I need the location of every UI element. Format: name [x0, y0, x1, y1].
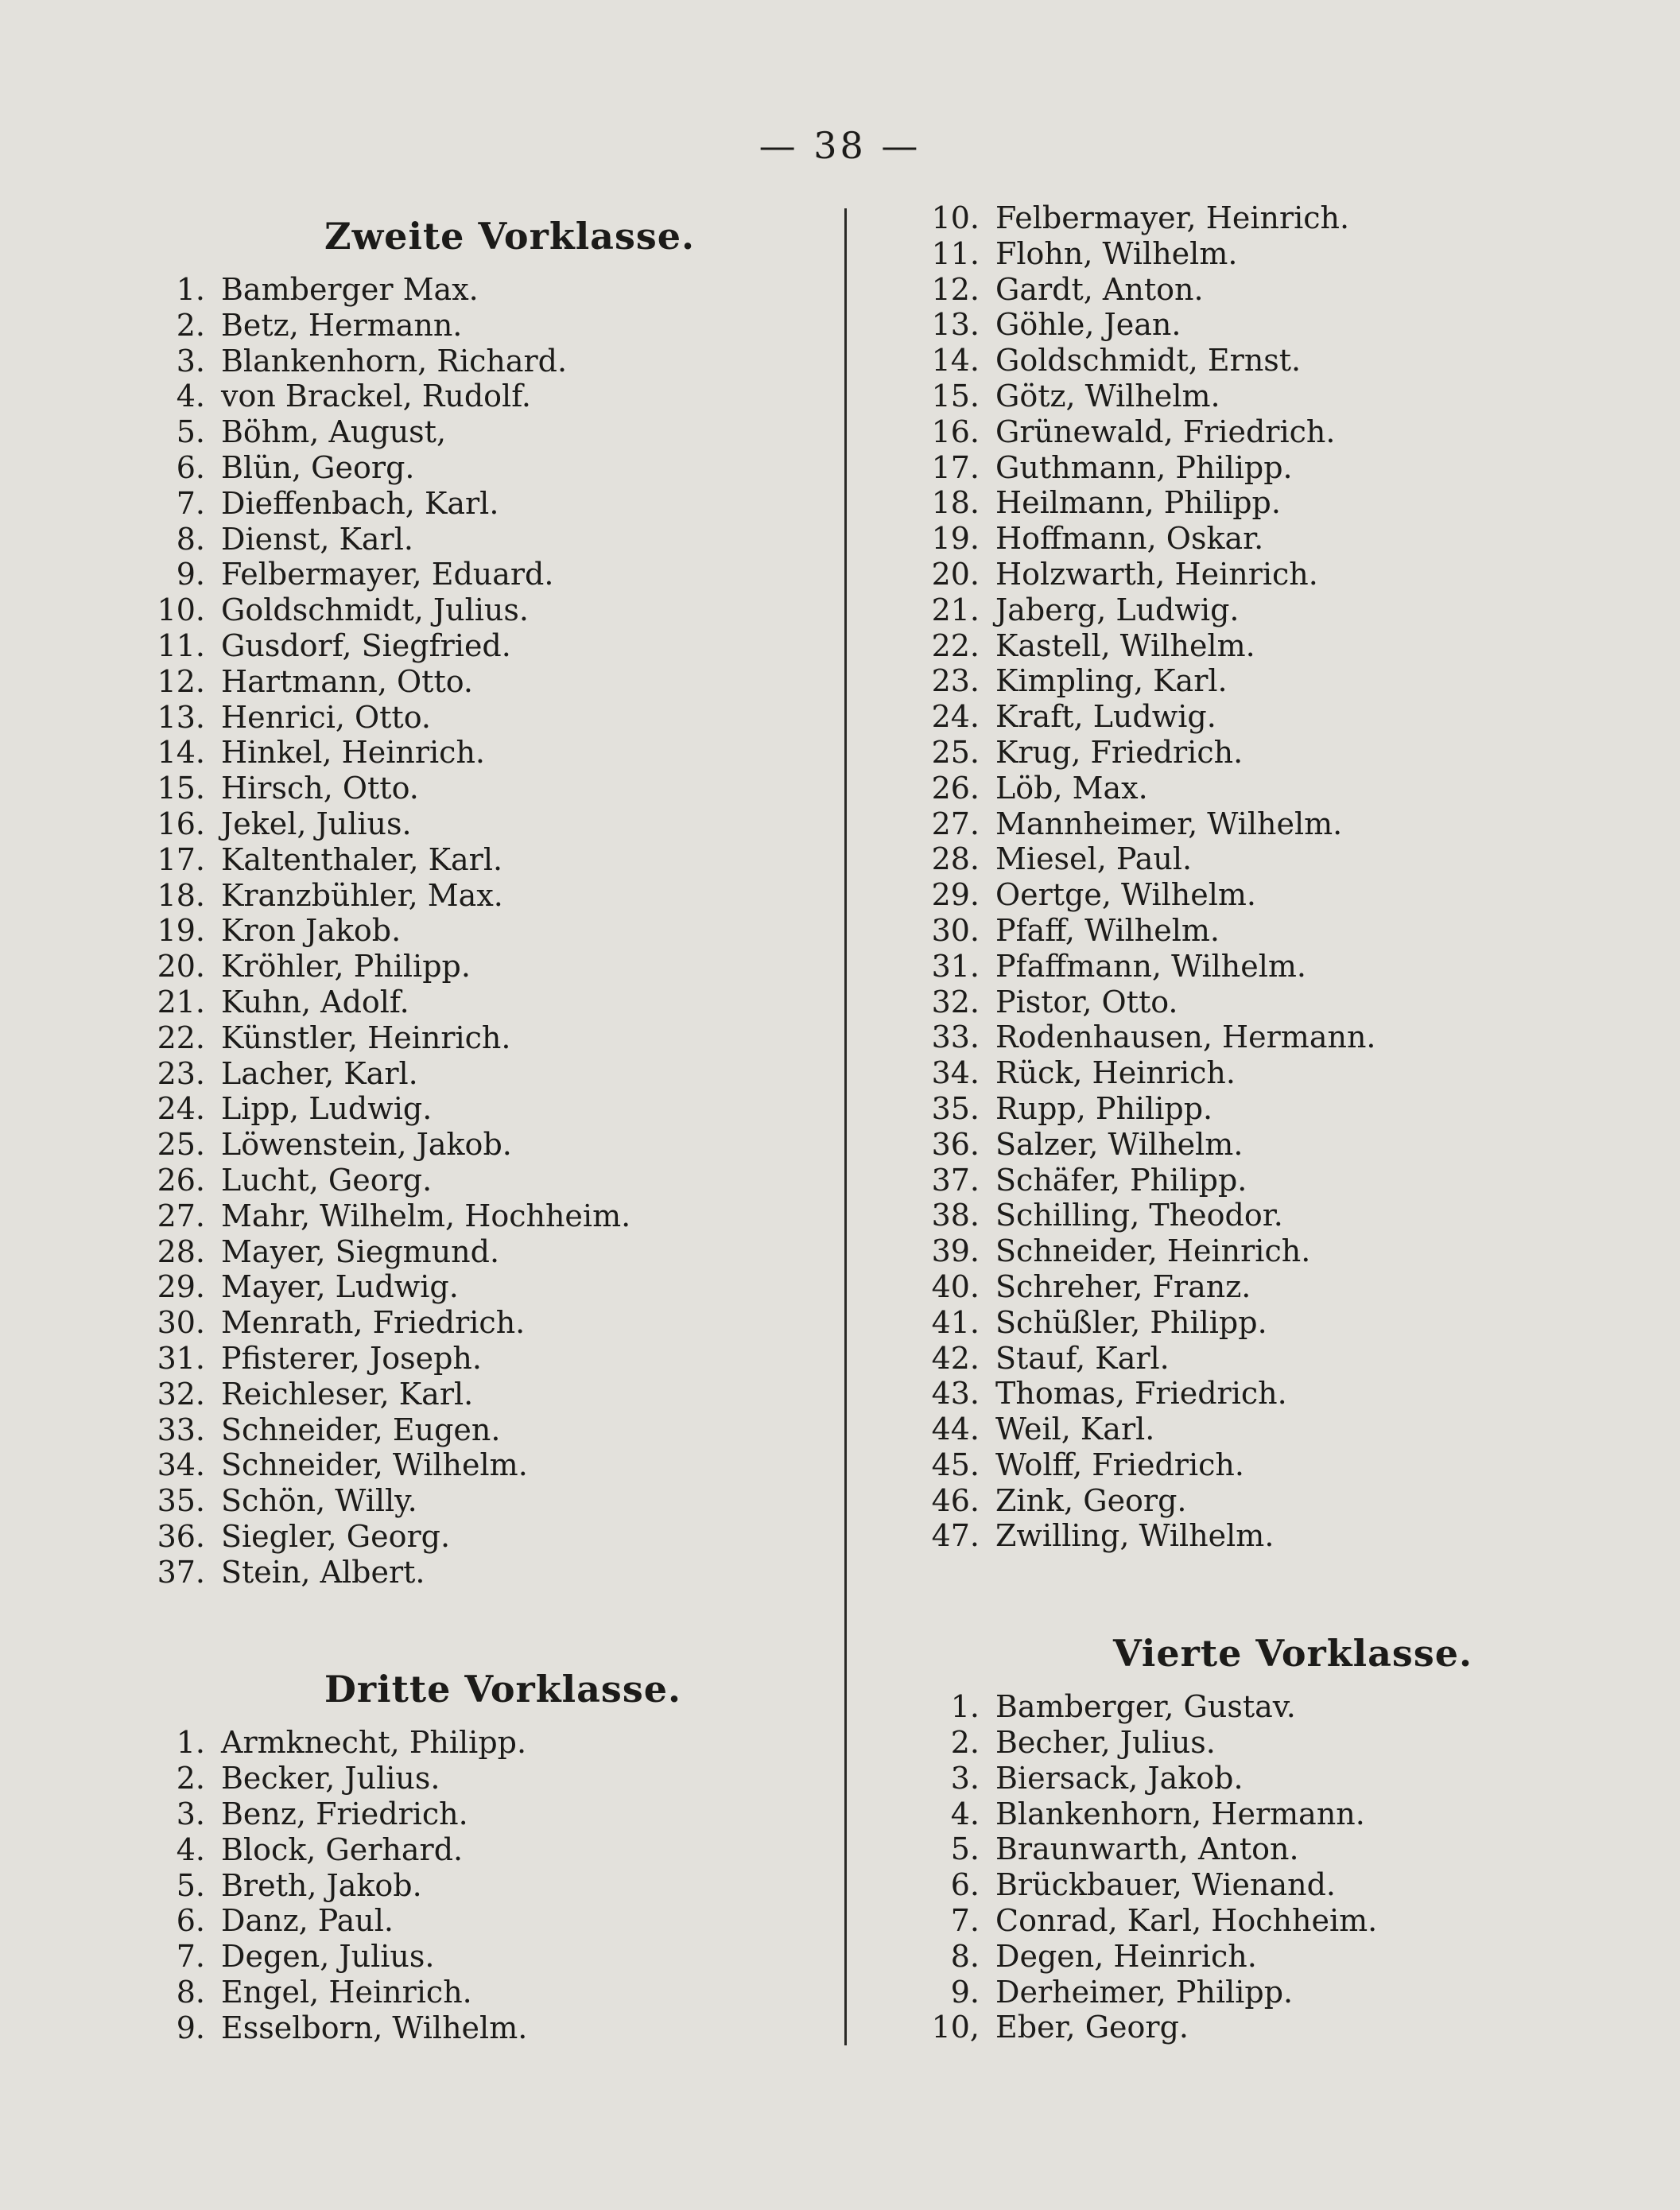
student-name: Breth, Jakob.	[221, 1867, 422, 1903]
entry-number: 10.	[157, 592, 205, 628]
list-item	[140, 308, 856, 344]
student-name: Block, Gerhard.	[221, 1831, 464, 1867]
entry-number: 18.	[931, 485, 980, 521]
list-item	[140, 700, 856, 736]
student-name: Siegler, Georg.	[221, 1518, 451, 1554]
student-name: Böhm, August,	[221, 414, 447, 450]
list-item	[914, 1233, 1630, 1269]
entry-number: 34.	[931, 1055, 980, 1091]
list-item	[914, 841, 1630, 877]
student-name: Holzwarth, Heinrich.	[995, 556, 1318, 592]
list-item	[140, 1796, 856, 1832]
list-item	[140, 1447, 856, 1483]
student-name: Schön, Willy.	[221, 1483, 417, 1519]
student-name: Zink, Georg.	[995, 1482, 1187, 1518]
student-name: Göhle, Jean.	[995, 307, 1181, 343]
entry-number: 22.	[157, 1020, 205, 1055]
entry-number: 17.	[157, 841, 205, 877]
student-name: Jekel, Julius.	[221, 806, 412, 841]
entry-number: 35.	[157, 1483, 205, 1519]
student-name: Kuhn, Adolf.	[221, 984, 409, 1020]
entry-number: 23.	[157, 1055, 205, 1091]
list-item	[140, 1519, 856, 1555]
list-item	[914, 1020, 1630, 1055]
student-name: Henrici, Otto.	[221, 699, 431, 735]
entry-number: 5.	[176, 1867, 205, 1903]
entry-number: 25.	[157, 1127, 205, 1163]
student-name: Götz, Wilhelm.	[995, 378, 1220, 414]
list-item	[914, 1055, 1630, 1091]
list-item	[140, 557, 856, 592]
student-name: Flohn, Wilhelm.	[995, 235, 1238, 271]
list-item	[914, 557, 1630, 592]
student-name: Kröhler, Philipp.	[221, 949, 471, 985]
student-name: Felbermayer, Heinrich.	[995, 200, 1350, 235]
list-item	[140, 1341, 856, 1377]
entry-number: 5.	[176, 414, 205, 450]
student-name: Hartmann, Otto.	[221, 663, 474, 699]
student-name: Degen, Heinrich.	[995, 1938, 1257, 1974]
student-name: Schneider, Eugen.	[221, 1412, 501, 1447]
entry-number: 4.	[176, 1831, 205, 1867]
student-name: Hinkel, Heinrich.	[221, 735, 485, 771]
list-item	[140, 379, 856, 414]
list-item	[914, 1725, 1630, 1761]
list-item	[140, 414, 856, 450]
list-item	[914, 1689, 1630, 1725]
entry-number: 12.	[931, 271, 980, 307]
list-item	[914, 1305, 1630, 1341]
list-item	[140, 628, 856, 664]
entry-number: 16.	[157, 806, 205, 841]
student-name: Benz, Friedrich.	[221, 1796, 468, 1832]
entry-number: 32.	[157, 1376, 205, 1412]
list-item	[914, 735, 1630, 771]
entry-number: 42.	[931, 1340, 980, 1376]
entry-number: 46.	[931, 1482, 980, 1518]
entry-number: 19.	[157, 913, 205, 949]
entry-number: 44.	[931, 1412, 980, 1447]
list-item	[140, 1725, 856, 1761]
entry-number: 20.	[931, 556, 980, 592]
entry-number: 14.	[157, 735, 205, 771]
entry-number: 31.	[157, 1340, 205, 1376]
entry-number: 14.	[931, 343, 980, 379]
student-name: Braunwarth, Anton.	[995, 1831, 1299, 1867]
student-name: Goldschmidt, Julius.	[221, 592, 529, 628]
entry-number: 2.	[176, 1761, 205, 1796]
section-gap	[914, 1554, 1630, 1618]
entry-number: 36.	[931, 1126, 980, 1162]
student-name: Pfaff, Wilhelm.	[995, 912, 1220, 948]
entry-number: 26.	[931, 770, 980, 806]
student-name: Zwilling, Wilhelm.	[995, 1518, 1275, 1554]
student-name: Degen, Julius.	[221, 1939, 435, 1975]
student-name: Kastell, Wilhelm.	[995, 627, 1255, 663]
student-name: Dienst, Karl.	[221, 521, 413, 557]
list-item	[140, 1975, 856, 2010]
list-item	[914, 1867, 1630, 1903]
entry-number: 28.	[931, 841, 980, 877]
entry-number: 27.	[157, 1198, 205, 1233]
student-name: von Brackel, Rudolf.	[221, 379, 531, 414]
entry-number: 21.	[931, 592, 980, 627]
student-name: Schneider, Heinrich.	[995, 1233, 1311, 1269]
student-name: Guthmann, Philipp.	[995, 449, 1293, 485]
student-name: Esselborn, Wilhelm.	[221, 2010, 528, 2045]
student-name: Schreher, Franz.	[995, 1268, 1251, 1304]
entry-number: 11.	[931, 235, 980, 271]
entry-number: 13.	[157, 699, 205, 735]
list-item	[914, 200, 1630, 236]
student-name: Rupp, Philipp.	[995, 1090, 1213, 1126]
entry-number: 26.	[157, 1162, 205, 1198]
entry-number: 17.	[931, 449, 980, 485]
list-item	[140, 1305, 856, 1341]
list-item	[914, 663, 1630, 699]
list-item	[914, 272, 1630, 308]
list-item	[140, 1127, 856, 1163]
list-item	[914, 806, 1630, 842]
list-item	[914, 1939, 1630, 1975]
entry-number: 10,	[931, 2010, 980, 2045]
list-item	[914, 343, 1630, 379]
list-item	[140, 1483, 856, 1519]
list-item	[140, 1269, 856, 1305]
entry-number: 37.	[157, 1554, 205, 1590]
student-name: Schäfer, Philipp.	[995, 1162, 1247, 1198]
entry-number: 37.	[931, 1162, 980, 1198]
student-name: Löwenstein, Jakob.	[221, 1127, 512, 1163]
list-item	[914, 307, 1630, 343]
entry-number: 1.	[176, 272, 205, 307]
list-item	[140, 1091, 856, 1127]
list-item	[914, 949, 1630, 985]
entry-number: 2.	[176, 307, 205, 343]
list-item	[140, 1761, 856, 1796]
entry-number: 4.	[176, 379, 205, 414]
list-item	[140, 1412, 856, 1448]
entry-number: 8.	[176, 1975, 205, 2010]
list-item	[140, 1020, 856, 1056]
student-name: Mahr, Wilhelm, Hochheim.	[221, 1198, 631, 1233]
list-item	[914, 521, 1630, 557]
list-item	[914, 414, 1630, 450]
entry-number: 9.	[176, 2010, 205, 2045]
entry-number: 43.	[931, 1376, 980, 1412]
list-item	[140, 842, 856, 878]
entry-number: 22.	[931, 627, 980, 663]
student-name: Blün, Georg.	[221, 449, 415, 485]
entry-number: 21.	[157, 984, 205, 1020]
list-item	[914, 913, 1630, 949]
list-item	[914, 1796, 1630, 1832]
list-item	[914, 1831, 1630, 1867]
entry-number: 24.	[157, 1091, 205, 1127]
entry-number: 45.	[931, 1447, 980, 1482]
list-item	[140, 1198, 856, 1234]
entry-number: 30.	[931, 912, 980, 948]
entry-number: 30.	[157, 1305, 205, 1341]
list-item	[914, 450, 1630, 486]
entry-number: 4.	[950, 1796, 980, 1831]
entry-number: 1.	[176, 1725, 205, 1761]
list-item	[914, 485, 1630, 521]
student-name: Betz, Hermann.	[221, 307, 463, 343]
list-item	[914, 1163, 1630, 1198]
student-name: Gusdorf, Siegfried.	[221, 627, 511, 663]
student-list-vierte-vorklasse	[914, 1689, 1630, 2045]
entry-number: 7.	[176, 1939, 205, 1975]
list-item	[914, 1341, 1630, 1377]
list-item	[914, 1127, 1630, 1163]
student-name: Weil, Karl.	[995, 1412, 1155, 1447]
student-name: Gardt, Anton.	[995, 271, 1204, 307]
student-list-dritte-vorklasse	[140, 1725, 856, 2045]
list-item	[140, 2010, 856, 2046]
entry-number: 34.	[157, 1447, 205, 1483]
student-name: Mayer, Siegmund.	[221, 1233, 500, 1269]
list-item	[140, 664, 856, 700]
student-name: Schüßler, Philipp.	[995, 1304, 1267, 1340]
entry-number: 28.	[157, 1233, 205, 1269]
student-list-zweite-vorklasse-continued	[914, 200, 1630, 1554]
student-name: Becker, Julius.	[221, 1761, 440, 1796]
left-column	[140, 200, 856, 2046]
student-name: Pfisterer, Joseph.	[221, 1340, 482, 1376]
student-name: Krug, Friedrich.	[995, 734, 1244, 770]
entry-number: 20.	[157, 949, 205, 985]
list-item	[140, 771, 856, 806]
student-name: Schilling, Theodor.	[995, 1198, 1283, 1233]
list-item	[914, 771, 1630, 806]
entry-number: 29.	[157, 1269, 205, 1305]
list-item	[140, 272, 856, 308]
entry-number: 13.	[931, 307, 980, 343]
entry-number: 8.	[176, 521, 205, 557]
entry-number: 10.	[931, 200, 980, 235]
list-item	[140, 1555, 856, 1591]
student-name: Goldschmidt, Ernst.	[995, 343, 1302, 379]
entry-number: 6.	[176, 1903, 205, 1939]
entry-number: 40.	[931, 1268, 980, 1304]
student-name: Felbermayer, Eduard.	[221, 557, 554, 592]
student-name: Löb, Max.	[995, 770, 1148, 806]
entry-number: 3.	[950, 1760, 980, 1796]
entry-number: 36.	[157, 1518, 205, 1554]
student-name: Salzer, Wilhelm.	[995, 1126, 1244, 1162]
student-name: Oertge, Wilhelm.	[995, 877, 1256, 913]
entry-number: 39.	[931, 1233, 980, 1269]
list-item	[914, 1412, 1630, 1447]
entry-number: 27.	[931, 806, 980, 841]
list-item	[140, 486, 856, 522]
entry-number: 18.	[157, 877, 205, 913]
list-item	[140, 522, 856, 557]
entry-number: 41.	[931, 1304, 980, 1340]
student-list-zweite-vorklasse	[140, 272, 856, 1590]
student-name: Blankenhorn, Richard.	[221, 343, 568, 379]
entry-number: 19.	[931, 521, 980, 557]
entry-number: 33.	[157, 1412, 205, 1447]
list-item	[140, 985, 856, 1020]
student-name: Miesel, Paul.	[995, 841, 1193, 877]
list-item	[914, 1198, 1630, 1233]
list-item	[914, 2010, 1630, 2045]
list-item	[914, 379, 1630, 414]
student-name: Kranzbühler, Max.	[221, 877, 503, 913]
student-name: Jaberg, Ludwig.	[995, 592, 1240, 627]
list-item	[140, 878, 856, 914]
student-name: Hirsch, Otto.	[221, 771, 419, 806]
student-name: Heilmann, Philipp.	[995, 485, 1281, 521]
list-item	[140, 1377, 856, 1412]
entry-number: 3.	[176, 1796, 205, 1832]
student-name: Pfaffmann, Wilhelm.	[995, 948, 1307, 984]
entry-number: 9.	[176, 557, 205, 592]
list-item	[914, 592, 1630, 628]
student-name: Mannheimer, Wilhelm.	[995, 806, 1343, 841]
list-item	[914, 628, 1630, 664]
entry-number: 2.	[950, 1725, 980, 1761]
list-item	[140, 949, 856, 985]
list-item	[140, 1234, 856, 1270]
student-name: Rodenhausen, Hermann.	[995, 1020, 1376, 1055]
section-title-zweite-vorklasse: Zweite Vorklasse.	[324, 215, 696, 258]
list-item	[140, 1939, 856, 1975]
entry-number: 11.	[157, 627, 205, 663]
student-name: Bamberger Max.	[221, 272, 479, 307]
student-name: Brückbauer, Wienand.	[995, 1867, 1337, 1903]
entry-number: 8.	[950, 1938, 980, 1974]
entry-number: 25.	[931, 734, 980, 770]
entry-number: 24.	[931, 699, 980, 735]
list-item	[914, 1483, 1630, 1519]
entry-number: 16.	[931, 414, 980, 449]
list-item	[140, 1832, 856, 1868]
student-name: Hoffmann, Oskar.	[995, 521, 1264, 557]
list-item	[140, 1163, 856, 1198]
student-name: Grünewald, Friedrich.	[995, 414, 1336, 449]
list-item	[140, 592, 856, 628]
student-name: Bamberger, Gustav.	[995, 1689, 1296, 1725]
entry-number: 1.	[950, 1689, 980, 1725]
list-item	[140, 344, 856, 379]
student-name: Stein, Albert.	[221, 1554, 425, 1590]
entry-number: 31.	[931, 948, 980, 984]
student-name: Menrath, Friedrich.	[221, 1305, 526, 1341]
entry-number: 15.	[157, 771, 205, 806]
student-name: Stauf, Karl.	[995, 1340, 1170, 1376]
entry-number: 23.	[931, 663, 980, 699]
student-name: Lipp, Ludwig.	[221, 1091, 433, 1127]
entry-number: 7.	[950, 1903, 980, 1939]
student-name: Künstler, Heinrich.	[221, 1020, 511, 1055]
student-name: Derheimer, Philipp.	[995, 1974, 1294, 2010]
student-name: Eber, Georg.	[995, 2010, 1189, 2045]
section-title-dritte-vorklasse: Dritte Vorklasse.	[324, 1668, 681, 1711]
right-column	[914, 200, 1630, 2045]
list-item	[914, 1376, 1630, 1412]
student-name: Pistor, Otto.	[995, 984, 1178, 1020]
student-name: Thomas, Friedrich.	[995, 1376, 1287, 1412]
list-item	[914, 699, 1630, 735]
entry-number: 6.	[176, 449, 205, 485]
entry-number: 35.	[931, 1090, 980, 1126]
student-name: Biersack, Jakob.	[995, 1760, 1244, 1796]
entry-number: 9.	[950, 1974, 980, 2010]
student-name: Wolff, Friedrich.	[995, 1447, 1244, 1482]
list-item	[914, 985, 1630, 1020]
student-name: Schneider, Wilhelm.	[221, 1447, 528, 1483]
list-item	[140, 806, 856, 842]
list-item	[914, 1447, 1630, 1483]
list-item	[914, 877, 1630, 913]
student-name: Dieffenbach, Karl.	[221, 485, 499, 521]
entry-number: 15.	[931, 378, 980, 414]
list-item	[914, 236, 1630, 272]
student-name: Kron Jakob.	[221, 913, 402, 949]
entry-number: 3.	[176, 343, 205, 379]
entry-number: 29.	[931, 877, 980, 913]
student-name: Armknecht, Philipp.	[221, 1725, 527, 1761]
page-number: — 38 —	[759, 124, 921, 167]
student-name: Mayer, Ludwig.	[221, 1269, 459, 1305]
entry-number: 5.	[950, 1831, 980, 1867]
list-item	[140, 1903, 856, 1939]
list-item	[914, 1269, 1630, 1305]
entry-number: 7.	[176, 485, 205, 521]
student-name: Blankenhorn, Hermann.	[995, 1796, 1365, 1831]
student-name: Conrad, Karl, Hochheim.	[995, 1903, 1378, 1939]
entry-number: 47.	[931, 1518, 980, 1554]
student-name: Kimpling, Karl.	[995, 663, 1228, 699]
list-item	[914, 1903, 1630, 1939]
list-item	[140, 1868, 856, 1904]
section-title-vierte-vorklasse: Vierte Vorklasse.	[1113, 1632, 1473, 1676]
entry-number: 33.	[931, 1020, 980, 1055]
entry-number: 12.	[157, 663, 205, 699]
entry-number: 38.	[931, 1198, 980, 1233]
list-item	[140, 1056, 856, 1092]
list-item	[140, 913, 856, 949]
section-gap	[140, 1590, 856, 1653]
student-name: Lacher, Karl.	[221, 1055, 418, 1091]
student-name: Becher, Julius.	[995, 1725, 1216, 1761]
list-item	[140, 450, 856, 486]
student-name: Reichleser, Karl.	[221, 1376, 474, 1412]
list-item	[914, 1091, 1630, 1127]
entry-number: 6.	[950, 1867, 980, 1903]
entry-number: 32.	[931, 984, 980, 1020]
list-item	[914, 1975, 1630, 2010]
list-item	[914, 1761, 1630, 1796]
student-name: Kraft, Ludwig.	[995, 699, 1216, 735]
list-item	[140, 735, 856, 771]
student-name: Rück, Heinrich.	[995, 1055, 1236, 1091]
student-name: Kaltenthaler, Karl.	[221, 841, 503, 877]
student-name: Danz, Paul.	[221, 1903, 394, 1939]
student-name: Engel, Heinrich.	[221, 1975, 472, 2010]
list-item	[914, 1518, 1630, 1554]
student-name: Lucht, Georg.	[221, 1162, 433, 1198]
